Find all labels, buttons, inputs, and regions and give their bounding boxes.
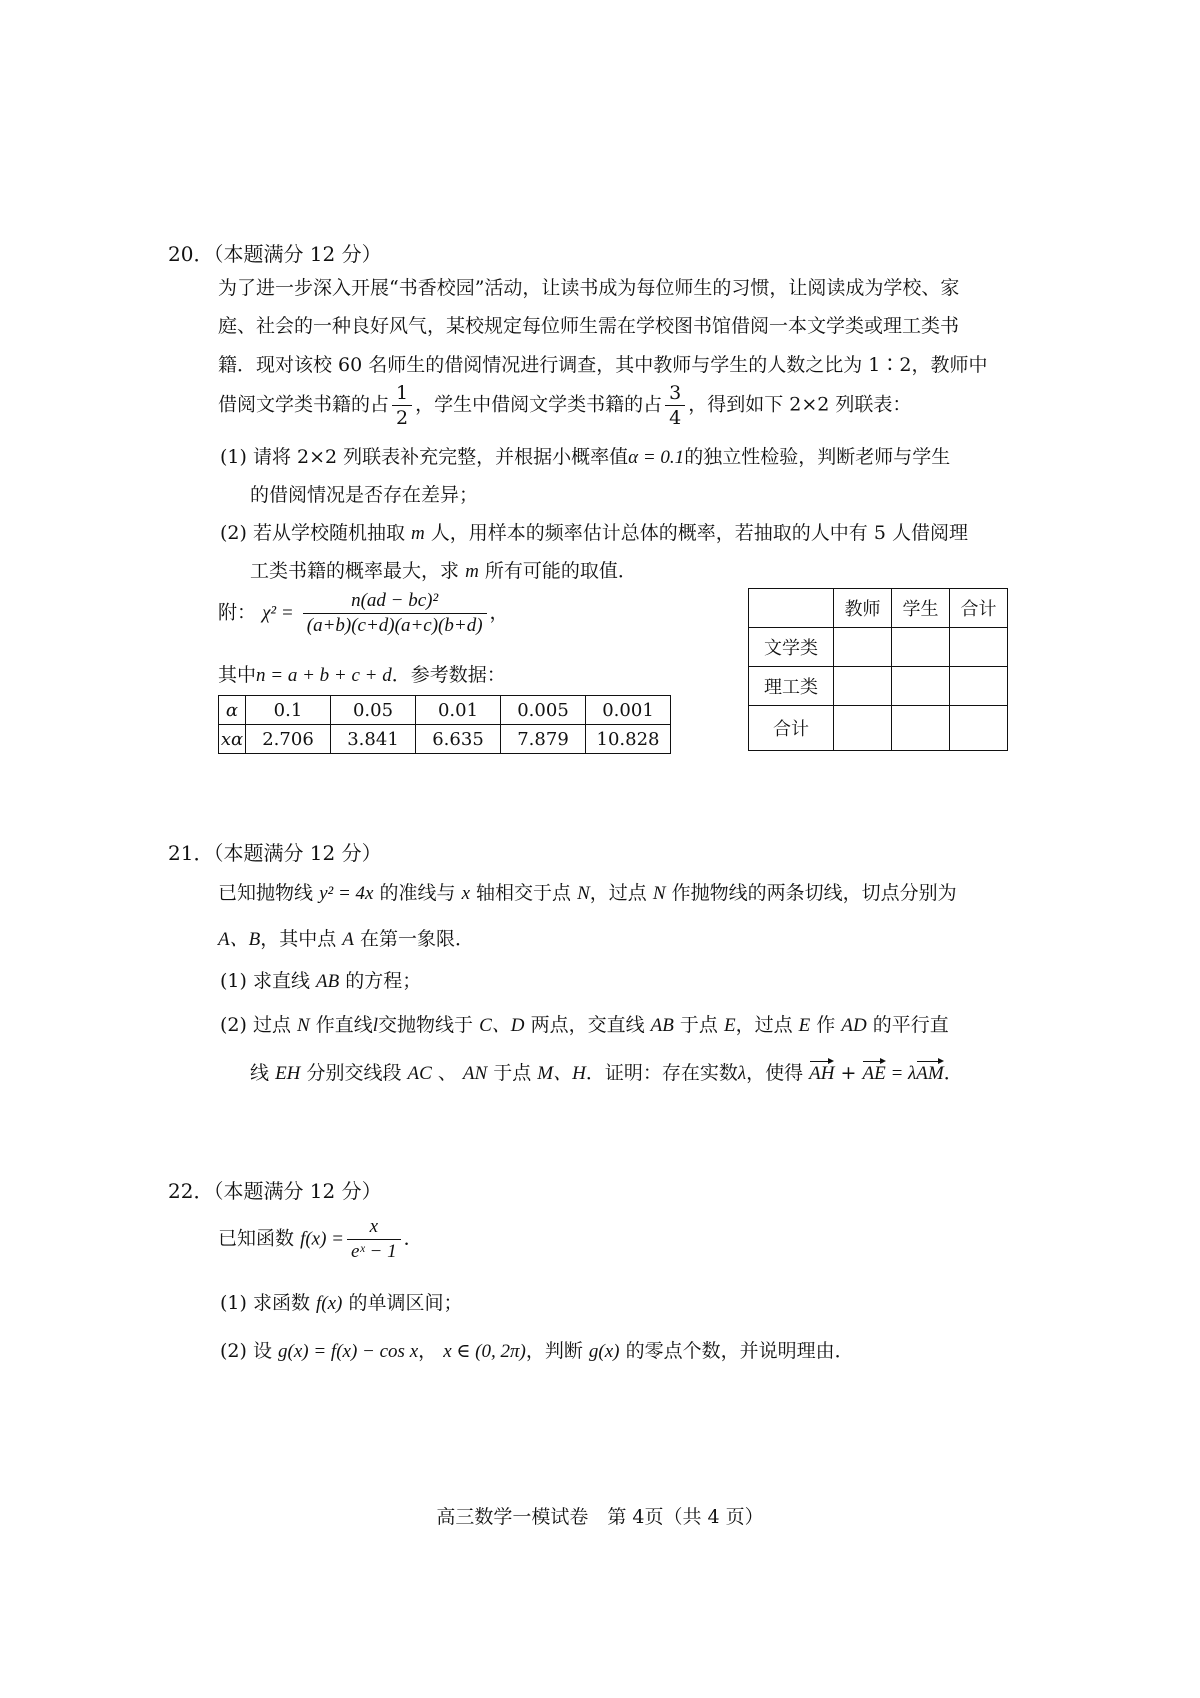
q20-number: 20．（本题满分 12 分） [168,242,382,266]
q21-line2: A、B，其中点 A 在第一象限． [218,928,474,950]
q20-part2-line2: 工类书籍的概率最大，求 m 所有可能的取值． [250,560,637,582]
q22-number: 22．（本题满分 12 分） [168,1179,382,1203]
chi-square-formula: 附： χ² = $\frac{\text{n(ad − bc)²}}{(a+b)(c+d)(a+c)(b+d)}$ ， [218,590,509,636]
vector-AH: AH [809,1063,835,1084]
reference-table-x-row: xα 2.706 3.841 6.635 7.879 10.828 [219,725,671,754]
contingency-row: 理工类 [749,667,1008,706]
contingency-table [748,588,1008,751]
reference-table-alpha-row: α 0.1 0.05 0.01 0.005 0.001 [219,696,671,725]
q20-line3: 籍．现对该校 60 名师生的借阅情况进行调查，其中教师与学生的人数之比为 1∶2，教师中 [218,354,988,376]
q21-part1: (1) 求直线 AB 的方程； [220,970,422,992]
q20-part1-line2: 的借阅情况是否存在差异； [250,484,479,506]
q20-line2: 庭、社会的一种良好风气，某校规定每位师生需在学校图书馆借阅一本文学类或理工类书 [218,315,960,337]
q20-part2-line1: (2) 若从学校随机抽取 m 人，用样本的频率估计总体的概率，若抽取的人中有 5 人借阅理 [220,522,968,544]
vector-AE: AE [862,1063,886,1084]
q21-part2-line1: (2) 过点 N 作直线l交抛物线于 C、D 两点，交直线 AB 于点 E，过点 E 作 AD 的平行直 [220,1014,949,1036]
vector-AM: AM [916,1063,944,1084]
q22-part2: (2) 设 g(x) = f(x) − cos x， x ∈ (0, 2π)，判断 g(x) 的零点个数，并说明理由． [220,1340,854,1362]
fraction-one-half: $\frac{1}{2}$ [392,382,412,429]
q22-function-definition: 已知函数 f(x) = $\frac{x}{\text{eˣ − 1}}$ ． [218,1216,423,1262]
reference-table [218,695,671,754]
q20-line4: 借阅文学类书籍的占 $\frac{1}{2}$ ，学生中借阅文学类书籍的占 $\frac{3}{4}$ ，得到如下 2×2 列联表： [218,382,912,429]
q20-line1: 为了进一步深入开展“书香校园”活动，让读书成为每位师生的习惯，让阅读成为学校、家 [218,277,960,299]
contingency-row: 合计 [749,706,1008,751]
q20-part1-line1: (1) 请将 2×2 列联表补充完整，并根据小概率值α = 0.1的独立性检验，判断老师与学生 [220,446,951,468]
contingency-row: 文学类 [749,628,1008,667]
q22-score: （本题满分 12 分） [213,1179,382,1203]
q21-line1: 已知抛物线 y² = 4x 的准线与 x 轴相交于点 N，过点 N 作抛物线的两条切线，切点分别为 [218,882,957,904]
q21-number: 21．（本题满分 12 分） [168,841,382,865]
page-footer: 高三数学一模试卷 第 4页（共 4 页） [436,1506,764,1528]
n-definition: 其中n = a + b + c + d．参考数据： [218,664,506,686]
q20-score: （本题满分 12 分） [213,242,382,266]
q22-part1: (1) 求函数 f(x) 的单调区间； [220,1292,463,1314]
contingency-header-row: 教师 学生 合计 [749,589,1008,628]
q21-score: （本题满分 12 分） [213,841,382,865]
fraction-three-quarters: $\frac{3}{4}$ [665,382,685,429]
q21-part2-line2: 线 EH 分别交线段 AC 、 AN 于点 M、H．证明：存在实数λ，使得 AH + AE = λAM． [250,1062,963,1084]
